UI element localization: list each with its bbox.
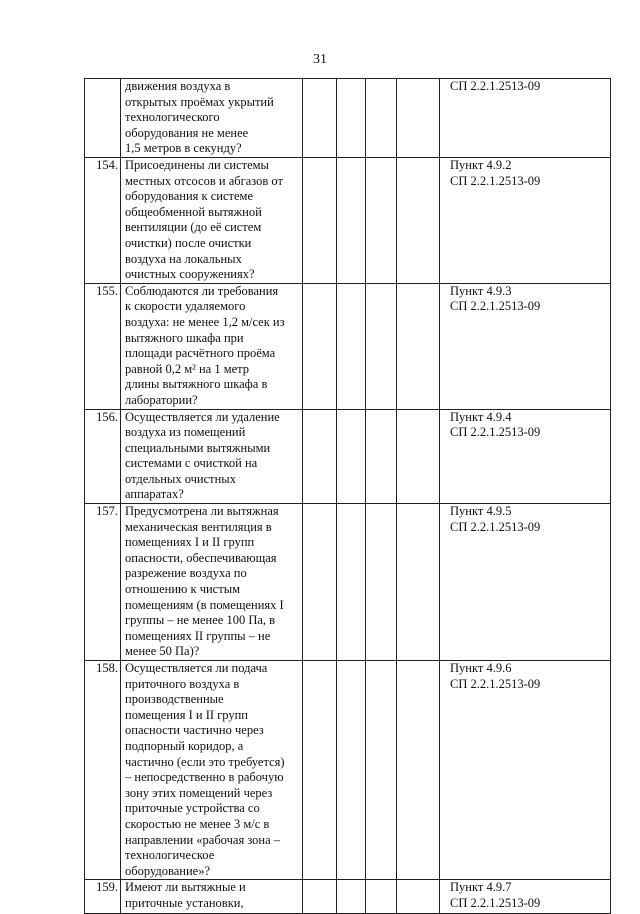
- empty-cell: [337, 79, 366, 158]
- item-number: 158.: [85, 661, 121, 880]
- page-number: 31: [313, 52, 327, 67]
- empty-cell: [397, 409, 440, 504]
- item-number: 156.: [85, 409, 121, 504]
- empty-cell: [366, 504, 397, 661]
- empty-cell: [366, 661, 397, 880]
- item-number: 159.: [85, 880, 121, 914]
- empty-cell: [303, 504, 337, 661]
- question-text: Имеют ли вытяжные и приточные установки,: [121, 880, 303, 914]
- reference-text: Пункт 4.9.4 СП 2.2.1.2513-09: [440, 409, 611, 504]
- empty-cell: [337, 661, 366, 880]
- empty-cell: [397, 79, 440, 158]
- empty-cell: [337, 504, 366, 661]
- empty-cell: [397, 880, 440, 914]
- item-number: 154.: [85, 158, 121, 284]
- reference-text: Пункт 4.9.2 СП 2.2.1.2513-09: [440, 158, 611, 284]
- empty-cell: [397, 158, 440, 284]
- question-text: Предусмотрена ли вытяжная механическая вентиляция в помещениях I и II групп опасности, обеспечивающая разрежение воздуха по отношению к чистым помещениям (в помещениях I группы – не менее 100 Па, в помещениях II группы – не менее 50 Па)?: [121, 504, 303, 661]
- question-text: движения воздуха в открытых проёмах укрытий технологического оборудования не менее 1,5 метров в секунду?: [121, 79, 303, 158]
- empty-cell: [303, 409, 337, 504]
- empty-cell: [397, 504, 440, 661]
- question-text: Соблюдаются ли требования к скорости удаляемого воздуха: не менее 1,2 м/сек из вытяжного шкафа при площади расчётного проёма равной 0,2 м² на 1 метр длины вытяжного шкафа в лаборатории?: [121, 283, 303, 409]
- table-row: [85, 409, 611, 504]
- table-row: [85, 880, 611, 914]
- empty-cell: [303, 880, 337, 914]
- table-row: [85, 79, 611, 158]
- reference-text: Пункт 4.9.6 СП 2.2.1.2513-09: [440, 661, 611, 880]
- reference-text: СП 2.2.1.2513-09: [440, 79, 611, 158]
- item-number: 155.: [85, 283, 121, 409]
- question-text: Осуществляется ли удаление воздуха из помещений специальными вытяжными системами с очисткой на отдельных очистных аппаратах?: [121, 409, 303, 504]
- empty-cell: [397, 661, 440, 880]
- empty-cell: [366, 79, 397, 158]
- table-row: [85, 283, 611, 409]
- empty-cell: [337, 158, 366, 284]
- empty-cell: [337, 283, 366, 409]
- empty-cell: [397, 283, 440, 409]
- empty-cell: [303, 158, 337, 284]
- reference-text: Пункт 4.9.5 СП 2.2.1.2513-09: [440, 504, 611, 661]
- empty-cell: [337, 880, 366, 914]
- checklist-table: [84, 78, 611, 914]
- reference-text: Пункт 4.9.3 СП 2.2.1.2513-09: [440, 283, 611, 409]
- empty-cell: [366, 409, 397, 504]
- question-text: Осуществляется ли подача приточного воздуха в производственные помещения I и II групп опасности частично через подпорный коридор, а частично (если это требуется) – непосредственно в рабочую зону этих помещений через приточные устройства со скоростью не менее 3 м/с в направлении «рабочая зона – технологическое оборудование»?: [121, 661, 303, 880]
- question-text: Присоединены ли системы местных отсосов и абгазов от оборудования к системе общеобменной вытяжной вентиляции (до её систем очистки) после очистки воздуха на локальных очистных сооружениях?: [121, 158, 303, 284]
- table-row: [85, 504, 611, 661]
- empty-cell: [303, 283, 337, 409]
- empty-cell: [366, 283, 397, 409]
- item-number: 157.: [85, 504, 121, 661]
- reference-text: Пункт 4.9.7 СП 2.2.1.2513-09: [440, 880, 611, 914]
- empty-cell: [303, 79, 337, 158]
- empty-cell: [303, 661, 337, 880]
- empty-cell: [337, 409, 366, 504]
- table-row: [85, 661, 611, 880]
- empty-cell: [366, 880, 397, 914]
- item-number: [85, 79, 121, 158]
- table-row: [85, 158, 611, 284]
- empty-cell: [366, 158, 397, 284]
